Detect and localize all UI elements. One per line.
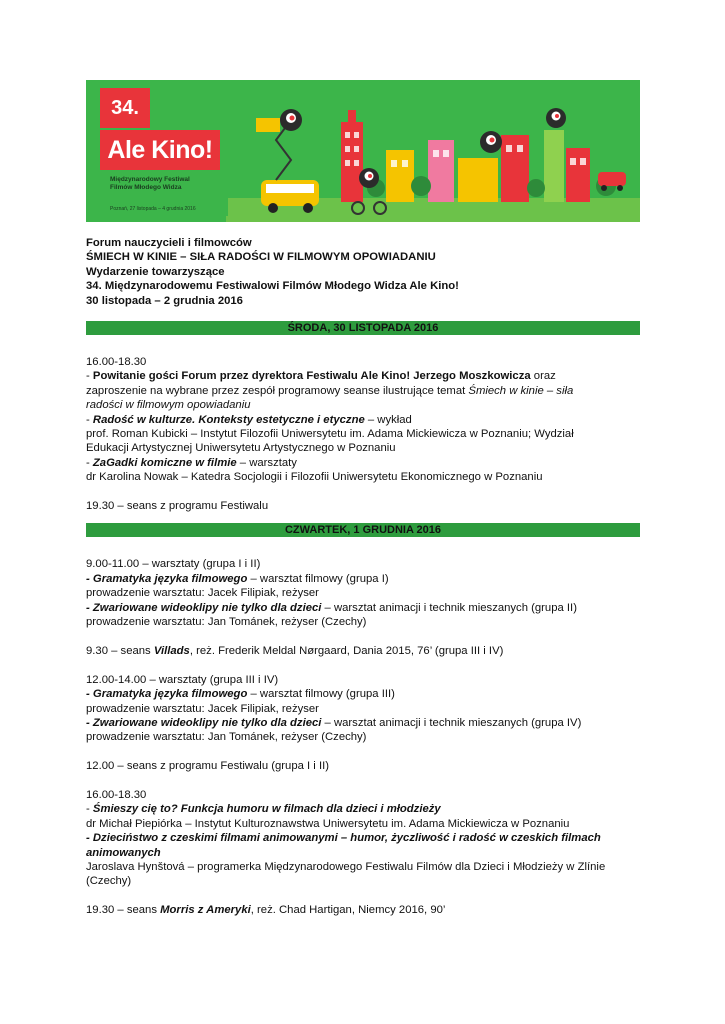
dash: - (86, 413, 93, 426)
day1-time: 16.00-18.30 (86, 356, 147, 369)
logo-dates: Poznań, 27 listopada – 4 grudnia 2016 (110, 206, 196, 212)
screening-villads (86, 644, 640, 658)
day1-block1 (86, 355, 640, 485)
dash: - (86, 370, 93, 383)
line-rest: – warsztaty (236, 456, 297, 469)
talk-b-title-part2: animowanych (86, 846, 161, 859)
day1-line6: Edukacji Artystycznej Uniwersytetu Artystycznego w Poznaniu (86, 442, 396, 455)
day1-line7 (86, 456, 640, 470)
line-pre: 9.30 – seans (86, 644, 154, 657)
w1-a-lead: prowadzenie warsztatu: Jacek Filipiak, reżyser (86, 587, 319, 600)
workshop-b-title: - Zwariowane wideoklipy nie tylko dla dzieci (86, 716, 322, 729)
panel-b-lead2: (Czechy) (86, 875, 132, 888)
w2-b (86, 716, 640, 730)
dash: - (86, 803, 93, 816)
day1-line1 (86, 369, 640, 383)
film-title: Morris z Ameryki (160, 904, 251, 917)
header-line2: ŚMIECH W KINIE – SIŁA RADOŚCI W FILMOWYM OPOWIADANIU (86, 251, 436, 264)
w2-time: 12.00-14.00 – warsztaty (grupa III i IV) (86, 673, 279, 686)
w2-a-lead: prowadzenie warsztatu: Jacek Filipiak, reżyser (86, 702, 319, 715)
document-body (86, 236, 640, 918)
logo-edition: 34. (100, 88, 150, 128)
panel-a (86, 802, 640, 816)
workshop-b-title: - Zwariowane wideoklipy nie tylko dla dzieci (86, 601, 322, 614)
day1-line3 (86, 398, 640, 412)
panel-b-1 (86, 831, 640, 845)
workshop-a-title: - Gramatyka języka filmowego (86, 572, 248, 585)
day1-line2 (86, 384, 640, 398)
logo-subtitle-line2: Filmów Młodego Widza (110, 184, 182, 191)
day1-line5: prof. Roman Kubicki – Instytut Filozofii Uniwersytetu im. Adama Mickiewicza w Poznaniu; Wydział (86, 428, 574, 441)
day1-screening: 19.30 – seans z programu Festiwalu (86, 500, 269, 513)
festival-banner (86, 80, 640, 222)
line-rest: – warsztat filmowy (grupa III) (247, 688, 395, 701)
logo-subtitle-line1: Międzynarodowy Festiwal (110, 176, 190, 183)
line-rest: – warsztat animacji i technik mieszanych (grupa IV) (321, 716, 582, 729)
festival-logo (100, 84, 228, 216)
screening-festival: 12.00 – seans z programu Festiwalu (grupa I i II) (86, 760, 329, 773)
day2-workshops1 (86, 557, 640, 629)
line-rest: , reż. Chad Hartigan, Niemcy 2016, 90’ (250, 904, 446, 917)
welcome-text: Powitanie gości Forum przez dyrektora Festiwalu Ale Kino! Jerzego Moszkowicza (92, 370, 531, 383)
day2-panel (86, 788, 640, 889)
w2-b-lead: prowadzenie warsztatu: Jan Tománek, reżyser (Czechy) (86, 731, 367, 744)
day1-band: ŚRODA, 30 LISTOPADA 2016 (86, 321, 640, 335)
w1-b-lead: prowadzenie warsztatu: Jan Tománek, reżyser (Czechy) (86, 616, 367, 629)
header-line1: Forum nauczycieli i filmowców (86, 237, 252, 249)
day1-line4 (86, 413, 640, 427)
line-rest: oraz (530, 370, 556, 383)
logo-subtitle (110, 176, 220, 192)
line-rest: – warsztat animacji i technik mieszanych (grupa II) (321, 601, 577, 614)
day1-line8: dr Karolina Nowak – Katedra Socjologii i Filozofii Uniwersytetu Ekonomicznego w Poznaniu (86, 471, 543, 484)
workshop-title: ZaGadki komiczne w filmie (92, 456, 237, 469)
line-rest: – wykład (364, 413, 412, 426)
dash: - (86, 456, 93, 469)
line-rest: , reż. Frederik Meldal Nørgaard, Dania 2015, 76’ (grupa III i IV) (189, 644, 504, 657)
panel-b-lead1: Jaroslava Hynštová – programerka Międzynarodowego Festiwalu Filmów dla Dzieci i Młodzieży w Zlínie (86, 860, 606, 873)
line-pre: 19.30 – seans (86, 904, 161, 917)
header-line5: 30 listopada – 2 grudnia 2016 (86, 294, 243, 307)
day2-workshops2 (86, 673, 640, 745)
document-header (86, 236, 640, 308)
theme-title-part2: radości w filmowym opowiadaniu (86, 399, 251, 412)
talk-b-title-part1: - Dzieciństwo z czeskimi filmami animowanymi – humor, życzliwość i radość w czeskich filmach (86, 832, 601, 845)
panel-b-2 (86, 846, 640, 860)
lecture-title: Radość w kulturze. Konteksty estetyczne i etyczne (92, 413, 365, 426)
invitation-text: zaproszenie na wybrane przez zespół programowy seanse ilustrujące temat (86, 384, 469, 397)
talk-a-title: Śmieszy cię to? Funkcja humoru w filmach dla dzieci i młodzieży (92, 803, 441, 816)
panel-a-lead: dr Michał Piepiórka – Instytut Kulturoznawstwa Uniwersytetu im. Adama Mickiewicza w Poznaniu (86, 817, 570, 830)
panel-time: 16.00-18.30 (86, 788, 147, 801)
w1-a (86, 572, 640, 586)
screening-morris (86, 903, 640, 917)
theme-title-part1: Śmiech w kinie – siła (468, 384, 574, 397)
workshop-a-title: - Gramatyka języka filmowego (86, 688, 248, 701)
day2-band: CZWARTEK, 1 GRUDNIA 2016 (86, 523, 640, 537)
w2-a (86, 687, 640, 701)
line-rest: – warsztat filmowy (grupa I) (247, 572, 389, 585)
w1-time: 9.00-11.00 – warsztaty (grupa I i II) (86, 558, 261, 571)
logo-name: Ale Kino! (100, 130, 220, 170)
film-title: Villads (153, 644, 190, 657)
header-line3: Wydarzenie towarzyszące (86, 265, 225, 278)
w1-b (86, 601, 640, 615)
header-line4: 34. Międzynarodowemu Festiwalowi Filmów Młodego Widza Ale Kino! (86, 280, 459, 293)
